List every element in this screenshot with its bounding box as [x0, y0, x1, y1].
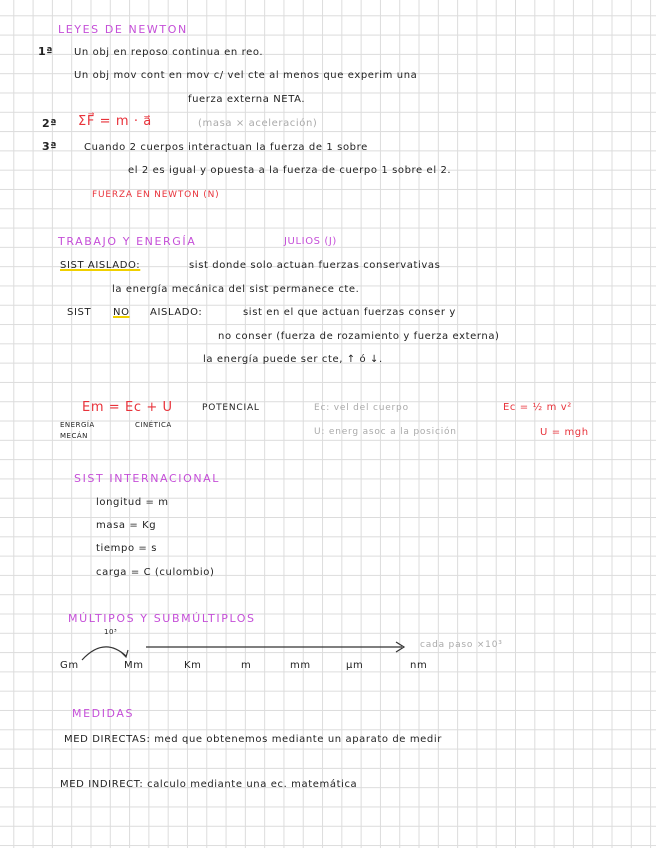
law3-text-1: Cuando 2 cuerpos interactuan la fuerza de 1 sobre [84, 142, 368, 153]
unit-mm-mega: Mm [124, 660, 144, 671]
unit-m: m [241, 660, 252, 671]
non-isolated-label-c: AISLADO: [150, 307, 203, 318]
law1-text-3: fuerza externa NETA. [188, 94, 306, 105]
em-caption-1: ENERGÍA [60, 421, 95, 429]
unit-km: Km [184, 660, 202, 671]
non-isolated-label-a: SIST [67, 307, 92, 318]
law2-note: (masa × aceleración) [198, 118, 318, 129]
section-title-si: SIST INTERNACIONAL [74, 472, 221, 485]
section-title-newton: LEYES DE NEWTON [58, 23, 188, 36]
law2-formula: ΣF⃗ = m · a⃗ [78, 114, 152, 129]
si-row-mass: masa = Kg [96, 520, 157, 531]
law1-number: 1ª [38, 45, 54, 58]
law1-text-2: Un obj mov cont en mov c/ vel cte al menos que experim una [74, 70, 418, 81]
potential-formula: U = mgh [540, 427, 589, 438]
kinetic-formula: Ec = ½ m v² [503, 402, 572, 413]
potential-definition: U: energ asoc a la posición [314, 427, 457, 437]
isolated-system-label: SIST AISLADO: [60, 260, 141, 271]
em-caption-2: MECÁN [60, 432, 88, 440]
law3-text-2: el 2 es igual y opuesta a la fuerza de cuerpo 1 sobre el 2. [128, 165, 452, 176]
kinetic-caption: CINÉTICA [135, 421, 172, 429]
si-row-length: longitud = m [96, 497, 169, 508]
unit-nm: nm [410, 660, 428, 671]
curved-arrow-head [121, 650, 128, 657]
curved-step-arrow [82, 647, 126, 660]
non-isolated-text-2: no conser (fuerza de rozamiento y fuerza externa) [218, 331, 500, 342]
non-isolated-text-1: sist en el que actuan fuerzas conser y [243, 307, 456, 318]
power-label: 10³ [104, 628, 118, 636]
indirect-measures: MED INDIRECT: calculo mediante una ec. matemática [60, 779, 358, 790]
direct-measures: MED DIRECTAS: med que obtenemos mediante un aparato de medir [64, 734, 442, 745]
unit-mm-milli: mm [290, 660, 311, 671]
mechanical-energy-formula: Em = Ec + U [82, 400, 173, 415]
potential-caption: POTENCIAL [202, 403, 260, 413]
energy-unit: JULIOS (J) [284, 236, 337, 247]
unit-micrometer: μm [346, 660, 364, 671]
force-unit-note: FUERZA EN NEWTON (N) [92, 190, 220, 200]
law3-number: 3ª [42, 140, 58, 153]
step-note: cada paso ×10³ [420, 640, 503, 650]
non-isolated-label-b: NO [113, 307, 130, 318]
isolated-system-text-1: sist donde solo actuan fuerzas conservativas [189, 260, 441, 271]
law1-text-1: Un obj en reposo continua en reo. [74, 47, 264, 58]
section-title-measures: MEDIDAS [72, 707, 135, 720]
section-title-energy: TRABAJO Y ENERGÍA [58, 235, 197, 248]
law2-number: 2ª [42, 117, 58, 130]
si-row-time: tiempo = s [96, 543, 158, 554]
section-title-multiples: MÚLTIPOS Y SUBMÚLTIPLOS [68, 612, 256, 625]
unit-gm: Gm [60, 660, 79, 671]
isolated-system-text-2: la energía mecánica del sist permanece cte. [112, 284, 360, 295]
si-row-charge: carga = C (culombio) [96, 567, 215, 578]
non-isolated-text-3: la energía puede ser cte, ↑ ó ↓. [203, 354, 383, 365]
kinetic-definition: Ec: vel del cuerpo [314, 403, 409, 413]
